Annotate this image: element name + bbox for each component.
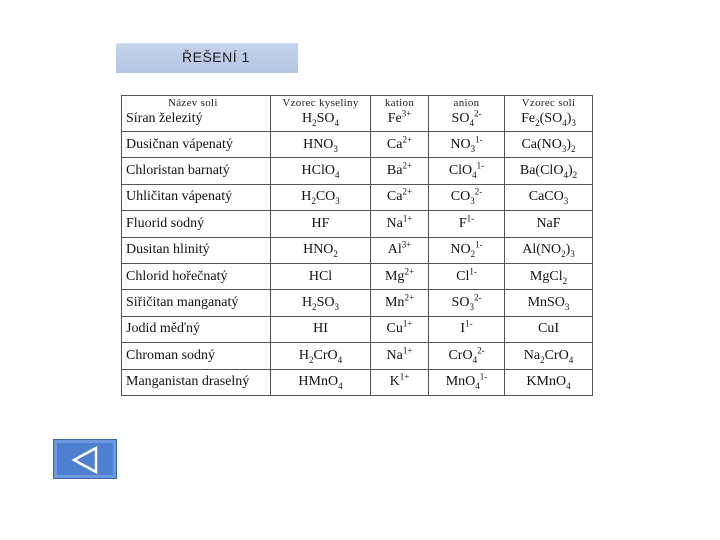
cell-name [122,211,271,237]
salt-value [528,295,570,310]
salt-value [536,216,560,231]
cell-cation [371,96,429,132]
formula-part: 2 [562,275,568,286]
formula-part: 4 [562,117,567,128]
formula-part: 4 [475,381,480,391]
formula-part: 3 [470,143,476,154]
formula-part: H [298,347,309,363]
acid-value [312,216,330,231]
formula-part: 2- [473,292,482,303]
cell-cation [371,184,429,210]
formula-part: 1+ [402,213,413,224]
formula-part: 2- [473,107,482,118]
cell-acid [271,343,371,369]
formula-part: Ba(ClO [519,163,564,179]
cell-name [122,237,271,263]
formula-part: 4 [334,117,340,128]
formula-part: Ca [386,136,403,152]
cell-name [122,263,271,289]
cell-anion [429,263,505,289]
cell-name [122,132,271,158]
cation-value [386,160,413,179]
cell-acid [271,158,371,184]
formula-part: HClO [301,163,335,179]
anion-value [451,292,482,312]
formula-part: 2- [477,345,485,356]
salt-value [524,348,573,363]
cell-salt [505,158,593,184]
table-row [122,211,593,237]
formula-part: ) [565,242,571,258]
formula-part: KMnO [526,374,567,390]
formula-part: Cu [386,321,403,337]
cell-anion [429,343,505,369]
cell-acid [271,263,371,289]
formula-part: 1+ [402,345,413,356]
cation-value [384,292,415,311]
name-value: Jodid měďný [126,321,200,337]
cell-cation [371,263,429,289]
column-header-name: Název soli [168,97,218,109]
formula-part: 2 [470,249,476,260]
salt-value [520,163,577,178]
formula-part: 4 [566,381,571,391]
formula-part: SO [316,110,335,126]
formula-part: HF [311,215,330,231]
formula-part: 2 [312,117,317,128]
formula-part: Fe [521,110,536,126]
cell-name [122,184,271,210]
formula-part: Na [386,347,403,363]
cell-anion [429,158,505,184]
name-value: Chlorid hořečnatý [126,268,228,284]
name-value: Manganistan draselný [126,374,250,390]
anion-value [450,239,483,260]
formula-part: 1+ [399,371,410,382]
formula-part: CO [315,189,336,205]
cation-value [386,318,413,337]
formula-part: 2 [311,196,316,207]
cell-acid [271,237,371,263]
name-value: Chloristan barnatý [126,163,230,179]
formula-part: 4 [563,169,568,180]
formula-part: Ca(NO [521,136,562,152]
name-value: Siřičitan manganatý [126,295,239,311]
formula-part: I [460,321,466,337]
formula-part: 3 [561,143,567,154]
cell-acid [271,316,371,342]
formula-part: ) [566,136,572,152]
cell-acid [271,369,371,395]
formula-part: 3 [333,143,338,154]
anion-value [445,371,488,391]
cell-anion [429,237,505,263]
formula-part: Mn [384,295,405,311]
formula-part: HMnO [298,374,339,390]
formula-part: 4 [472,169,477,180]
formula-part: Al [387,242,402,258]
formula-part: 2+ [402,160,413,171]
formula-part: CrO [544,347,569,363]
table-row [122,263,593,289]
formula-part: 1- [475,134,483,145]
formula-part: Fe [387,110,402,126]
formula-part: 4 [469,117,474,128]
cell-anion [429,369,505,395]
table-row [122,343,593,369]
cell-cation [371,211,429,237]
table-row [122,237,593,263]
formula-part: 4 [337,354,343,365]
cation-value [386,213,413,231]
cell-acid [271,96,371,132]
cell-anion [429,132,505,158]
formula-part: SO [316,295,335,311]
formula-part: 1- [475,239,483,250]
formula-part: HNO [303,136,334,152]
cell-acid [271,211,371,237]
formula-part: 3 [563,196,569,207]
formula-part: CaCO [528,189,564,205]
solution-title-banner [116,43,298,73]
formula-part: 3+ [401,239,412,250]
acid-value [313,321,328,336]
table-row [122,290,593,316]
formula-part: H [301,295,313,311]
formula-part: 2+ [402,186,413,197]
table-row [122,132,593,158]
cation-value [386,186,413,205]
acid-value [309,269,332,284]
acid-value [299,348,342,363]
name-value: Síran železitý [126,110,203,126]
cell-acid [271,184,371,210]
cation-value [389,371,410,390]
formula-part: 2 [333,249,338,260]
formula-part: 2 [540,354,545,365]
formula-part: 2+ [402,134,413,145]
name-value: Chroman sodný [126,347,216,363]
formula-part: 3 [564,301,570,312]
formula-part: NaF [536,215,561,231]
formula-part: MnO [445,374,476,390]
formula-part: HI [313,321,328,337]
cell-salt [505,132,593,158]
formula-part: 3 [335,196,340,207]
formula-part: Mg [384,268,405,284]
formula-part: ClO [448,163,473,179]
cell-salt [505,211,593,237]
table-row [122,316,593,342]
table-row [122,158,593,184]
cell-cation [371,237,429,263]
formula-part: 1- [469,265,477,276]
formula-part: NO [450,242,471,258]
table-row [122,184,593,210]
cell-salt [505,343,593,369]
formula-part: 2+ [404,265,415,276]
cell-salt [505,263,593,289]
formula-part: 2 [309,354,314,365]
formula-part: Ca [386,189,403,205]
formula-part: CrO [313,347,338,363]
formula-part: H [301,189,312,205]
cell-name [122,158,271,184]
column-header-acid: Vzorec kyseliny [282,97,359,109]
formula-part: (SO [539,110,563,126]
anion-value [450,134,483,154]
formula-part: 4 [338,381,343,391]
formula-part: HCl [308,268,333,284]
cell-name [122,343,271,369]
salt-formula-table [121,95,593,396]
acid-value [302,295,339,310]
formula-part: MgCl [529,268,563,284]
anion-value [460,318,473,337]
formula-part: F [458,215,467,231]
salt-value [530,269,567,284]
anion-value [458,213,475,231]
salt-value [526,374,570,389]
formula-part: 1- [466,213,475,224]
formula-part: 4 [334,169,340,180]
cell-salt [505,96,593,132]
formula-part: 1- [465,318,473,329]
cell-cation [371,343,429,369]
acid-value [301,189,340,207]
formula-part: 3 [570,249,575,260]
cell-salt [505,237,593,263]
cell-name [122,290,271,316]
formula-part: SO [451,110,470,126]
cell-anion [429,290,505,316]
formula-part: 2 [312,301,317,312]
anion-value [450,186,483,207]
back-button[interactable] [53,439,117,479]
cell-cation [371,290,429,316]
acid-value [303,137,338,152]
formula-part: Ba [386,163,403,179]
formula-part: MnSO [527,295,565,311]
cell-salt [505,290,593,316]
formula-part: CuI [538,321,559,337]
cell-cation [371,369,429,395]
triangle-left-icon [54,440,118,480]
formula-part: 2- [474,186,483,197]
cell-cation [371,158,429,184]
cell-anion [429,211,505,237]
salt-value [528,189,569,207]
formula-part: 3+ [401,107,412,118]
formula-part: HNO [303,242,334,258]
formula-part: CO [450,189,471,205]
formula-part: 2 [571,143,576,154]
cell-name [122,369,271,395]
formula-part: CrO [448,347,473,363]
formula-part: Cl [456,268,470,284]
acid-value [303,242,338,260]
cell-anion [429,184,505,210]
anion-value [456,265,477,284]
salt-value [521,137,575,152]
formula-part: Na [386,215,403,231]
cell-salt [505,369,593,395]
formula-part: Al(NO [522,242,562,258]
cation-value [386,134,413,152]
cell-name [122,316,271,342]
name-value: Uhličitan vápenatý [126,189,233,205]
column-header-cation: kation [384,97,415,109]
formula-part: 3 [470,196,475,207]
cell-cation [371,132,429,158]
column-header-salt: Vzorec soli [521,97,576,109]
salt-value [538,321,559,336]
solution-title: ŘEŠENÍ 1 [182,49,250,65]
table-row [122,96,593,132]
formula-part: ) [566,110,572,126]
formula-part: 4 [568,354,574,365]
formula-part: 2 [535,117,540,128]
acid-value [298,374,342,389]
cation-value [384,265,415,284]
salt-value [522,242,575,260]
acid-value [302,163,340,178]
cell-salt [505,316,593,342]
cell-cation [371,316,429,342]
cell-salt [505,184,593,210]
formula-part: 1- [479,371,488,382]
formula-part: 3 [334,301,340,312]
formula-part: K [389,374,400,390]
cell-anion [429,96,505,132]
formula-part: H [301,110,313,126]
anion-value [448,345,485,365]
formula-part: 3 [469,301,474,312]
table-row [122,369,593,395]
name-value: Dusičnan vápenatý [126,136,233,152]
name-value: Dusitan hlinitý [126,242,210,258]
formula-part: SO [451,295,470,311]
formula-part: 2 [572,169,578,180]
formula-part: NO [450,136,471,152]
name-value: Fluorid sodný [126,215,205,231]
formula-part: 3 [571,117,576,128]
cell-name [122,96,271,132]
cell-anion [429,316,505,342]
formula-part: 2 [561,249,566,260]
cation-value [387,239,412,258]
formula-part: 2+ [404,292,415,303]
cation-value [386,345,413,363]
formula-part: ) [567,163,573,179]
anion-value [448,160,485,180]
column-header-anion: anion [453,97,480,109]
formula-part: 4 [472,354,478,365]
formula-part: 1+ [402,318,413,329]
formula-part: 1- [476,160,485,171]
formula-part: Na [523,347,541,363]
cell-acid [271,290,371,316]
cell-acid [271,132,371,158]
